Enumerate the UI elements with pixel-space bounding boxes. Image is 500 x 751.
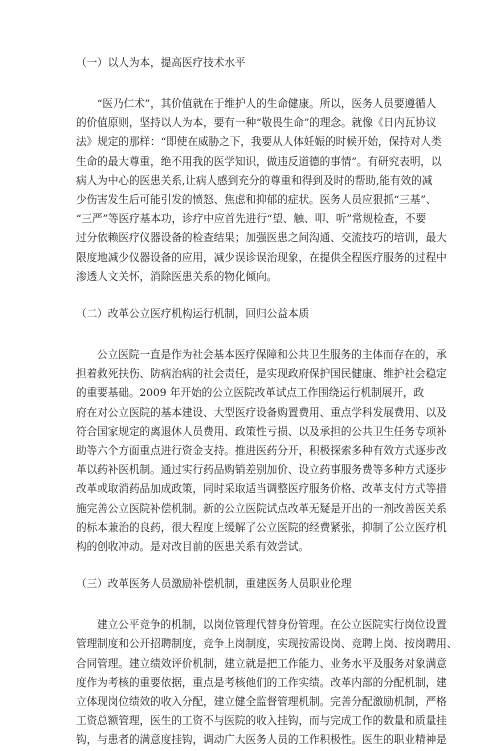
text-line: 过分依赖医疗仪器设备的检查结果；加强医患之间沟通、交流技巧的培训，最大 [76,232,447,245]
section-heading-2: （二）改革公立医疗机构运行机制，回归公益本质 [76,308,310,321]
text-line: “三严”等医疗基本功，诊疗中应首先进行“望、触、叩、听”常规检查，不要 [76,213,427,226]
section-1-paragraph [76,95,447,287]
text-line: 建立公平竞争的机制，以岗位管理代替身份管理。在公立医院实行岗位设置 [97,619,447,632]
section-2-paragraph [76,346,447,557]
text-line: 的标本兼治的良药，很大程度上缓解了公立医院的经费紧张，抑制了公立医疗机 [76,521,447,534]
section-2 [76,307,447,557]
text-line: 改革或取消药品加成政策，同时采取适当调整医疗服务价格、改革支付方式等措 [76,483,447,496]
text-line: 限度地减少仪器设备的应用，减少误诊误治现象，在提供全程医疗服务的过程中 [76,251,447,264]
text-line: 公立医院一直是作为社会基本医疗保障和公共卫生服务的主体而存在的，承 [97,349,447,362]
text-line: 度作为考核的重要依据，重点是考核他们的工作实绩。改革内部的分配机制，建 [76,676,447,689]
text-line: 助等六个方面重点进行资金支持。推进医药分开，积极探索多种有效方式逐步改 [76,445,447,458]
text-line: 构的创收冲动。是对改目前的医患关系有效尝试。 [76,541,310,554]
text-line: 的价值原则，坚持以人为本，要有一种“敬畏生命”的理念。就像《日内瓦协议 [76,117,437,130]
text-line: 立体现岗位绩效的收入分配，建立健全监督管理机制。完善分配激励机制，严格 [76,696,447,709]
text-line: 钩，与患者的满意度挂钩，调动广大医务人员的工作积极性。医生的职业精神是 [76,734,447,747]
text-line: 施完善公立医院补偿机制。新的公立医院试点改革无疑是开出的一剂改善医关系 [76,502,447,515]
text-line: 渗透人文关怀，消除医患关系的物化倾向。 [76,270,278,283]
text-line: 生命的最大尊重，绝不用我的医学知识，做违反道德的事情”。有研究表明，以 [76,155,442,168]
text-line: 管理制度和公开招聘制度，竞争上岗制度，实现按需设岗、竞聘上岗、按岗聘用、 [76,638,458,651]
section-3 [76,577,458,750]
text-line: 少伤害发生后可能引发的愤怒、焦虑和抑郁的症状。医务人员应狠抓“三基”、 [76,194,437,207]
text-line: “医乃仁术”，其价值就在于维护人的生命健康。所以，医务人员要遵循人 [97,98,437,110]
section-3-paragraph [76,616,458,750]
text-line: 府在对公立医院的基本建设、大型医疗设备购置费用、重点学科发展费用、以及 [76,406,447,419]
section-heading-1: （一）以人为本，提高医疗技术水平 [76,57,246,69]
section-heading-3: （三）改革医务人员激励补偿机制，重建医务人员职业伦理 [76,578,352,591]
text-line: 合同管理。建立绩效评价机制，建立就是把工作能力、业务水平及服务对象满意 [76,657,447,670]
text-line: 工资总额管理，医生的工资不与医院的收入挂钩，而与完成工作的数量和质量挂 [76,715,447,728]
section-1 [76,56,447,287]
text-line: 的重要基础。2009 年开始的公立医院改革试点工作围绕运行机制展开，政 [76,387,425,400]
text-line: 法》规定的那样：“即使在威胁之下，我要从人体妊娠的时候开始，保持对人类 [76,136,442,149]
text-line: 病人为中心的医患关系,让病人感到充分的尊重和得到及时的帮助,能有效的减 [76,174,433,187]
text-line: 符合国家规定的离退休人员费用、政策性亏损、以及承担的公共卫生任务专项补 [76,425,447,438]
text-line: 革以药补医机制。通过实行药品购销差别加价、设立药事服务费等多种方式逐步 [76,464,447,477]
text-line: 担着救死扶伤、防病治病的社会责任，是实现政府保护国民健康、维护社会稳定 [76,368,447,381]
